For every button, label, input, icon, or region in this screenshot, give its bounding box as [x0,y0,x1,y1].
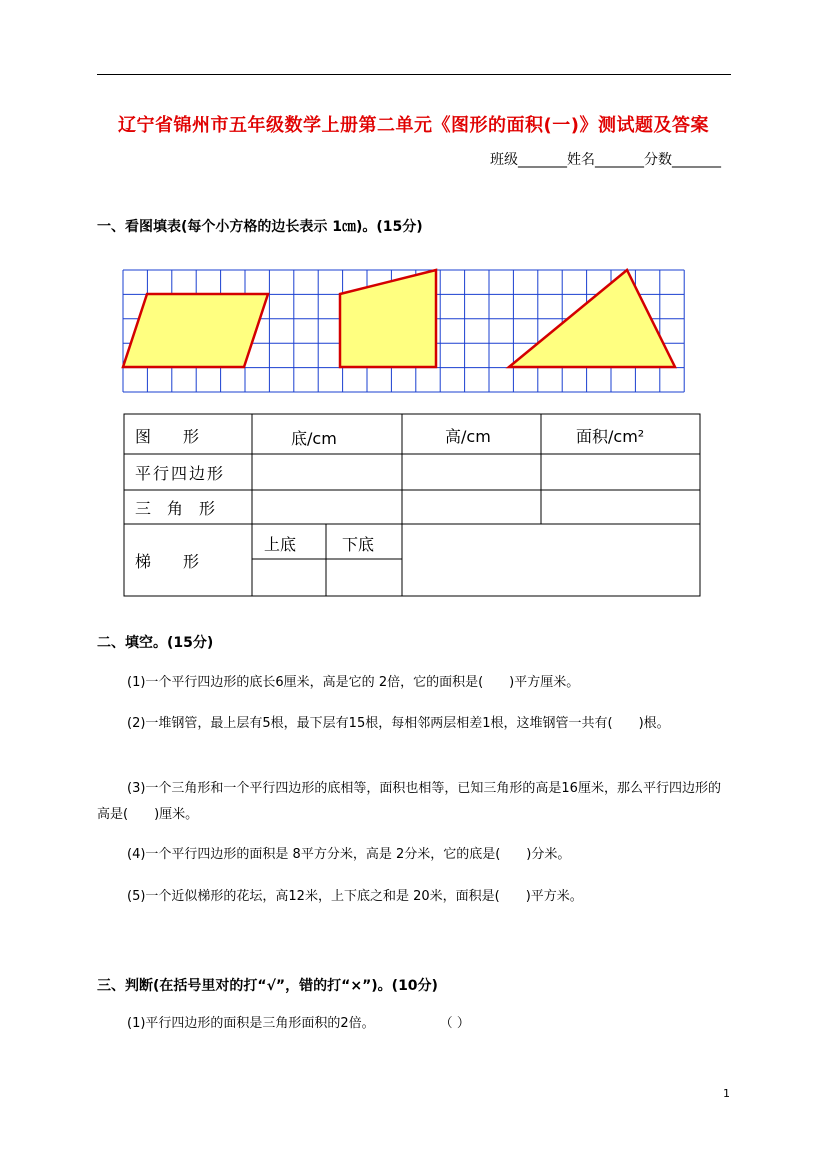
section1-heading: 一、看图填表(每个小方格的边长表示 1㎝)。(15分) [97,219,423,235]
page-number: 1 [723,1087,730,1100]
table-header-area: 面积/cm² [576,427,645,446]
section3-heading: 三、判断(在括号里对的打“√”，错的打“×”)。(10分) [97,978,438,994]
fill-question-3: (3)一个三角形和一个平行四边形的底相等，面积也相等，已知三角形的高是16厘米，那么平行四边形的高是( )厘米。 [97,781,721,822]
row-label-triangle: 三 角 形 [135,499,216,518]
fill-question-4: (4)一个平行四边形的面积是 8平方分米，高是 2分米，它的底是( )分米。 [127,847,571,862]
row-label-trapezoid: 梯 形 [135,552,200,571]
table-header-base: 底/cm [291,429,337,448]
judge-question-1: (1)平行四边形的面积是三角形面积的2倍。 （ ） [127,1016,470,1031]
trapezoid-top-base-label: 上底 [264,535,297,554]
top-rule [97,74,731,75]
section2-heading: 二、填空。(15分) [97,635,214,651]
parallelogram-shape [123,294,268,367]
table-header-shape: 图 形 [135,427,200,446]
fill-question-1: (1)一个平行四边形的底长6厘米，高是它的 2倍，它的面积是( )平方厘米。 [127,675,580,690]
shapes-grid-figure [120,264,704,394]
student-info-line: 班级_______姓名_______分数_______ [490,152,721,168]
row-label-parallelogram: 平行四边形 [135,464,226,483]
document-title: 辽宁省锦州市五年级数学上册第二单元《图形的面积(一)》测试题及答案 [118,115,709,136]
answer-table [123,413,703,599]
fill-question-5: (5)一个近似梯形的花坛，高12米，上下底之和是 20米，面积是( )平方米。 [127,889,583,904]
trapezoid-bottom-base-label: 下底 [342,535,375,554]
fill-question-2: (2)一堆钢管，最上层有5根，最下层有15根，每相邻两层相差1根，这堆钢管一共有( )根。 [127,716,670,731]
trapezoid-shape [340,270,436,367]
table-header-height: 高/cm [445,427,491,446]
